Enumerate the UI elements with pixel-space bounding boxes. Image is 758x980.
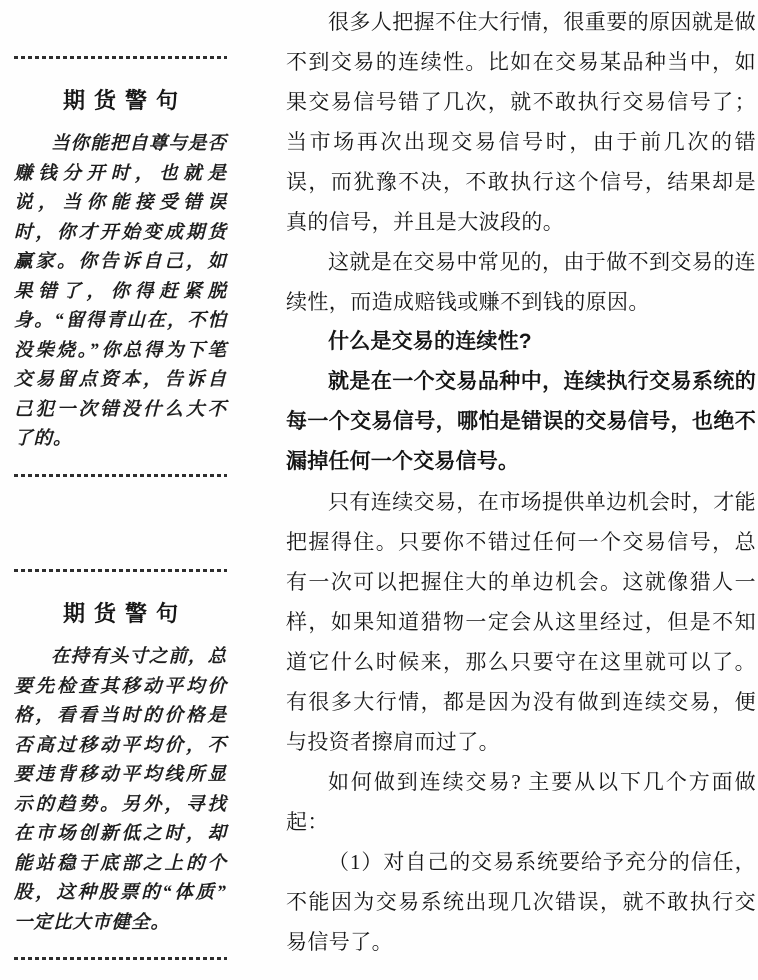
body-paragraph: 很多人把握不住大行情，很重要的原因就是做不到交易的连续性。比如在交易某品种当中，如果交易信号错了几次，就不敢执行交易信号了；当市场再次出现交易信号时，由于前几次的错误，而犹豫不决，不敢执行这个信号，结果却是真的信号，并且是大波段的。 (286, 10, 756, 234)
margin-column (14, 0, 227, 980)
dashed-divider (14, 56, 227, 59)
maxim-text: 当你能把自尊与是否赚钱分开时，也就是说，当你能接受错误时，你才开始变成期货赢家。你告诉自己，如果错了，你得赶紧脱身。“留得青山在，不怕没柴烧。”你总得为下笔交易留点资本，告诉自己犯一次错没什么大不了的。 (14, 134, 227, 449)
dashed-divider (14, 957, 227, 960)
dashed-divider (14, 569, 227, 572)
body-text-column (286, 2, 756, 962)
maxim-title: 期货警句 (62, 601, 187, 626)
answer-paragraph: 就是在一个交易品种中，连续执行交易系统的每一个交易信号，哪怕是错误的交易信号，也绝不漏掉任何一个交易信号。 (286, 370, 756, 473)
maxim-text: 在持有头寸之前，总要先检查其移动平均价格，看看当时的价格是否高过移动平均价，不要违背移动平均线所显示的趋势。另外，寻找在市场创新低之时，却能站稳于底部之上的个股，这种股票的“体质”一定比大市健全。 (14, 647, 227, 933)
futures-maxim-box-1 (14, 56, 227, 477)
dashed-divider (14, 474, 227, 477)
body-paragraph: 这就是在交易中常见的，由于做不到交易的连续性，而造成赔钱或赚不到钱的原因。 (286, 250, 756, 314)
body-paragraph: （1）对自己的交易系统要给予充分的信任，不能因为交易系统出现几次错误，就不敢执行交易信号了。 (286, 850, 756, 954)
maxim-title: 期货警句 (62, 88, 187, 113)
body-paragraph: 如何做到连续交易? 主要从以下几个方面做起： (286, 770, 756, 834)
futures-maxim-box-2 (14, 569, 227, 960)
body-paragraph: 只有连续交易，在市场提供单边机会时，才能把握得住。只要你不错过任何一个交易信号，总有一次可以把握住大的单边机会。这就像猎人一样，如果知道猎物一定会从这里经过，但是不知道它什么时候来，那么只要守在这里就可以了。有很多大行情，都是因为没有做到连续交易，便与投资者擦肩而过了。 (286, 490, 756, 754)
question-heading: 什么是交易的连续性? (328, 330, 532, 353)
